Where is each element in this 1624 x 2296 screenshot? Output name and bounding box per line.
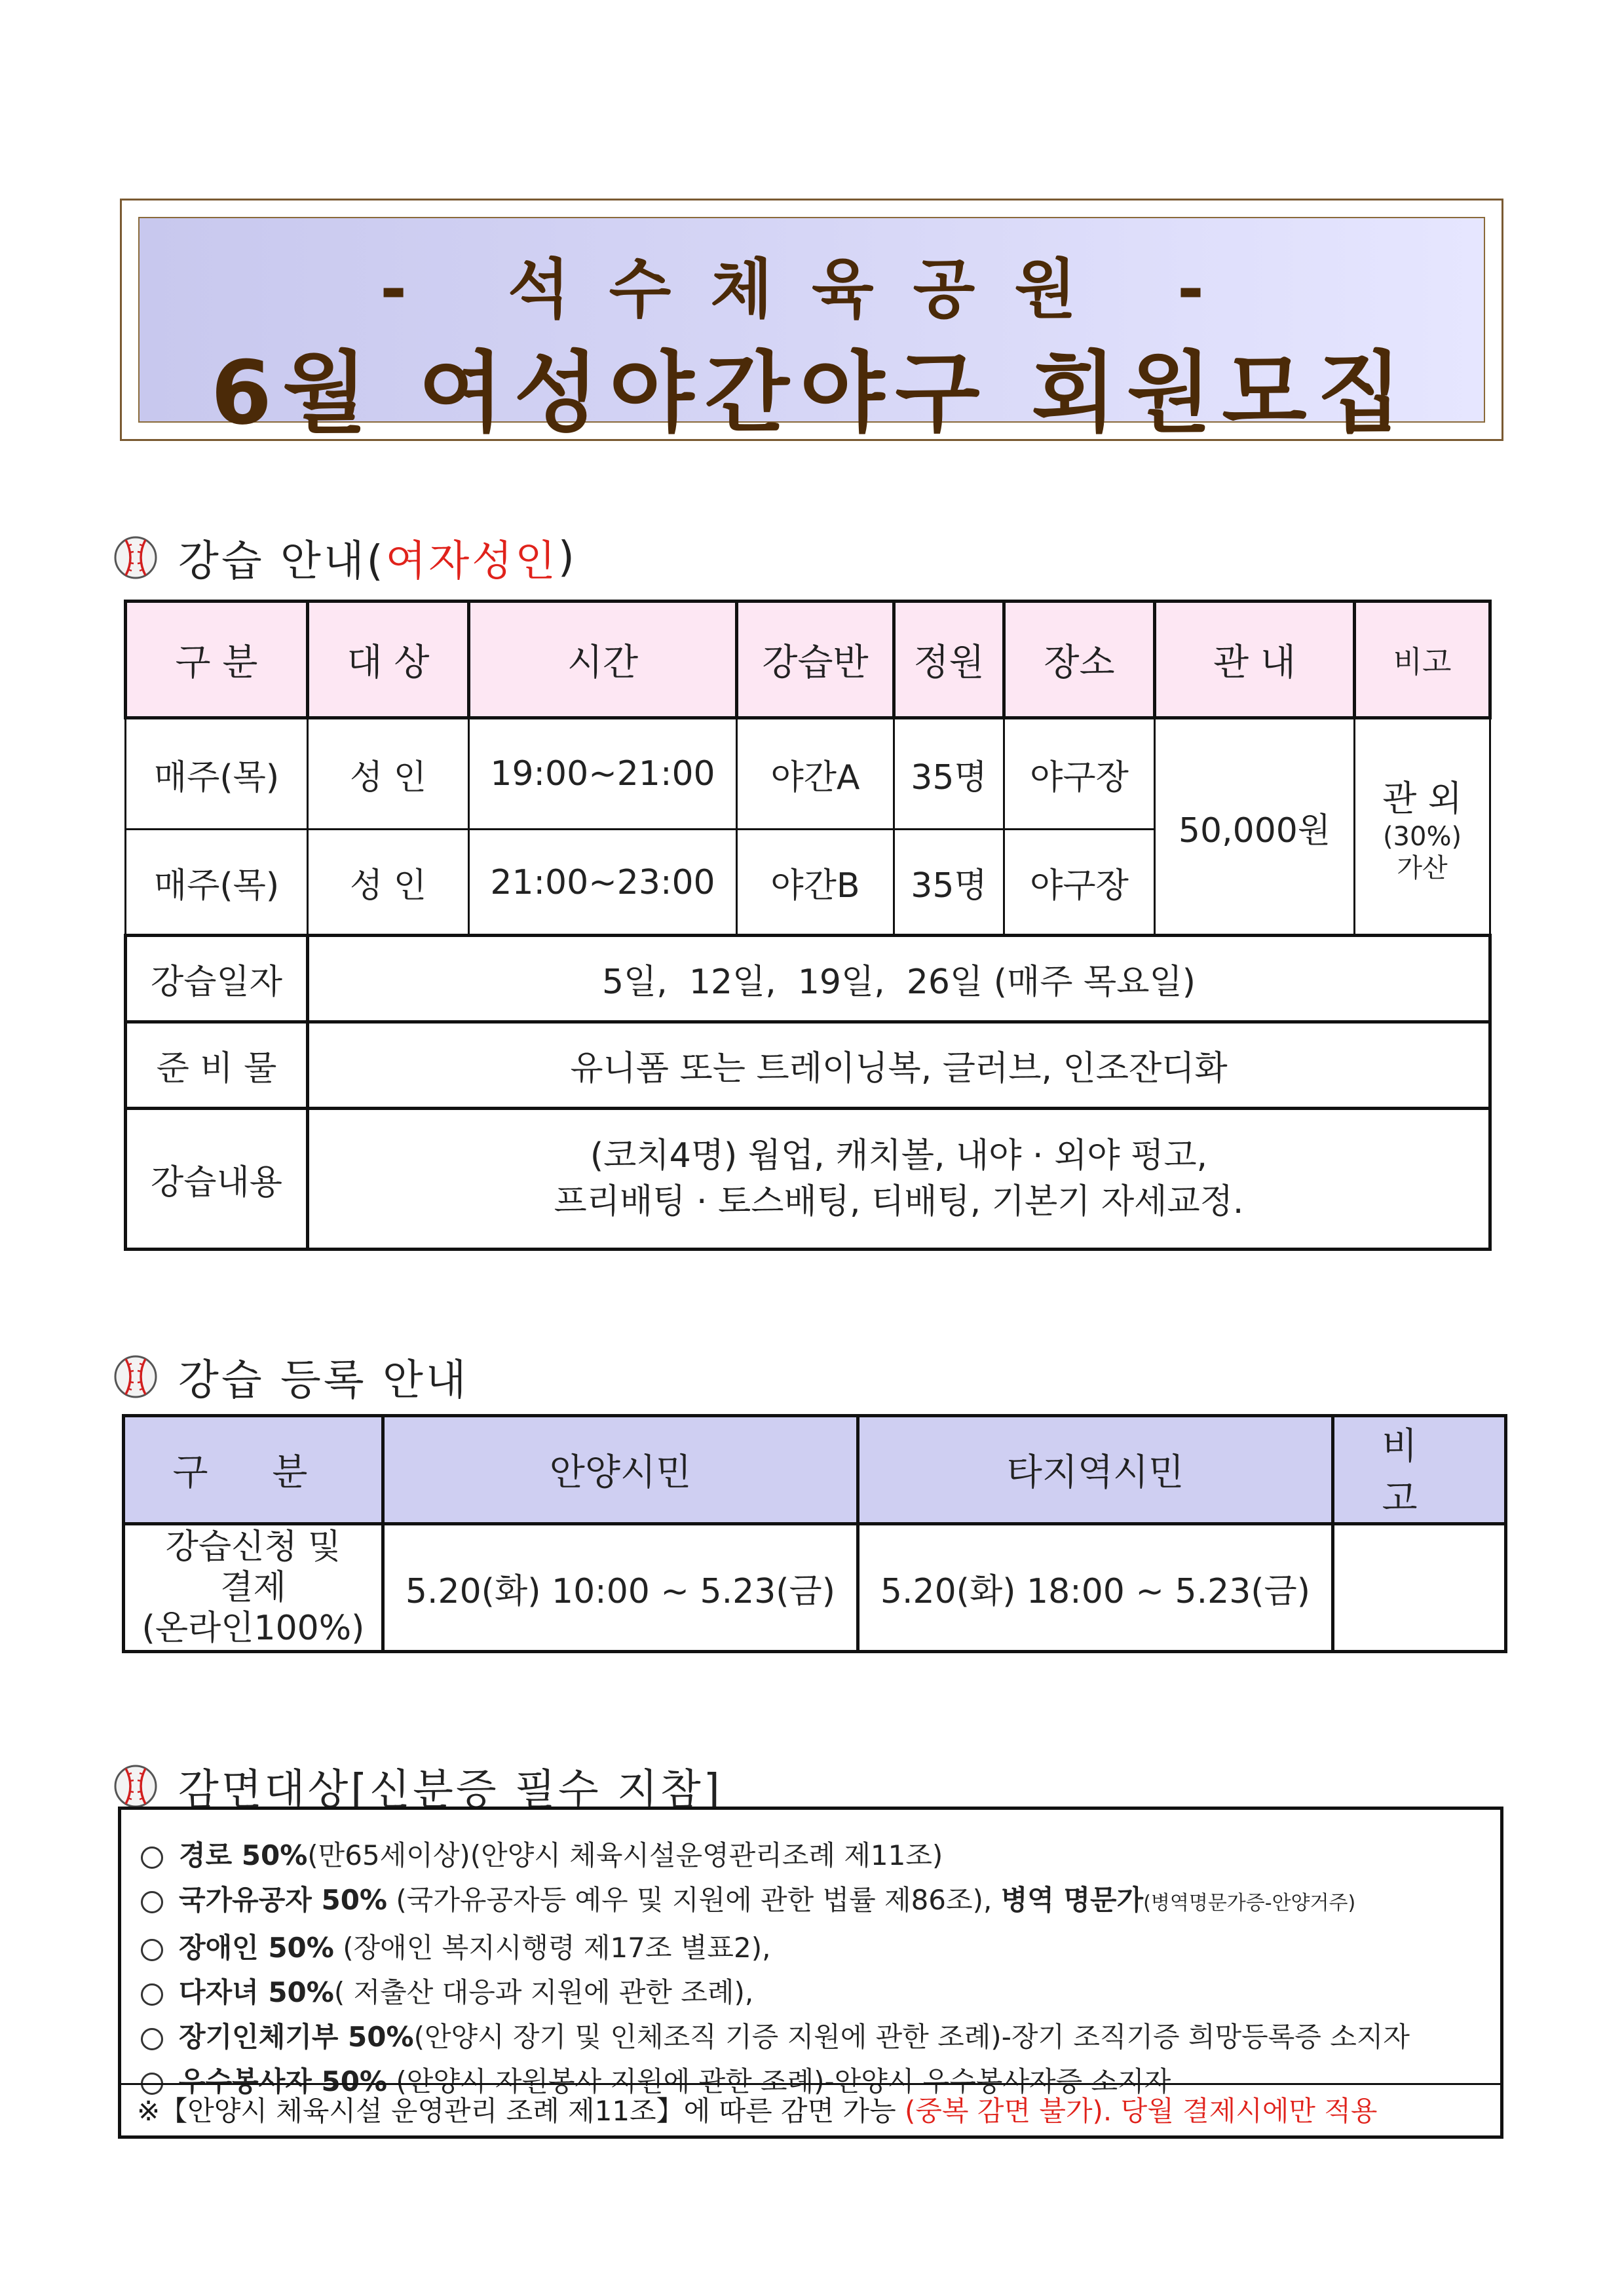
col-category: 구 분 <box>124 1416 383 1524</box>
baseball-icon <box>113 1763 159 1809</box>
heading-suffix: ) <box>557 533 577 582</box>
cell-place: 야구장 <box>1004 830 1155 936</box>
list-item <box>141 1926 1487 1970</box>
apply-label-line2: 결제 <box>220 1568 286 1607</box>
discount-type: 국가유공자 50% <box>179 1884 388 1916</box>
content-line1: (코치4명) 웜업, 캐치볼, 내야 · 외야 펑고, <box>590 1136 1208 1176</box>
table-row <box>126 1109 1490 1250</box>
cell-nonresident-note <box>1355 718 1490 936</box>
col-category: 구 분 <box>126 602 308 718</box>
discount-type: 장애인 50% <box>179 1932 334 1964</box>
note-line3: 가산 <box>1397 852 1448 883</box>
discount-detail: (만65세이상)(안양시 체육시설운영관리조례 제11조) <box>307 1839 943 1871</box>
discount-type: 장기인체기부 50% <box>179 2021 414 2053</box>
table-row <box>126 1022 1490 1109</box>
discount-type: 경로 50% <box>179 1839 308 1871</box>
cell-time: 21:00~23:00 <box>469 830 737 936</box>
discount-detail: (국가유공자등 예우 및 지원에 관한 법률 제86조), <box>387 1884 1001 1916</box>
cell-capacity: 35명 <box>894 830 1004 936</box>
discount-type-secondary: 병역 명문가 <box>1000 1884 1144 1916</box>
prep-label: 준 비 물 <box>126 1022 308 1109</box>
section-registration-heading <box>113 1347 469 1407</box>
cell-fee: 50,000원 <box>1155 718 1355 936</box>
cell-day: 매주(목) <box>126 830 308 936</box>
heading-prefix: 강습 안내( <box>178 537 386 586</box>
note-line2: (30%) <box>1382 821 1462 852</box>
section-lesson-info-heading <box>113 527 577 588</box>
cell-time: 19:00~21:00 <box>469 718 737 830</box>
list-item <box>141 1970 1487 2015</box>
footnote-text: ※【안양시 체육시설 운영관리 조례 제11조】에 따른 감면 가능 <box>137 2095 905 2127</box>
discount-detail: ( 저출산 대응과 지원에 관한 조례), <box>333 1976 754 2008</box>
discount-type: 우수봉사자 50% <box>179 2065 388 2097</box>
list-item <box>141 1878 1487 1926</box>
circle-bullet-icon <box>141 1891 163 1913</box>
cell-class: 야간A <box>737 718 894 830</box>
heading-text: 감면대상[신분증 필수 지참] <box>178 1766 723 1814</box>
content-line2: 프리배팅 · 토스배팅, 티배팅, 기본기 자세교정. <box>554 1182 1244 1221</box>
title-main: 6월 여성야간야구 회원모집 <box>210 342 1413 444</box>
cell-target: 성 인 <box>308 830 469 936</box>
table-row <box>126 718 1490 830</box>
discount-footnote <box>121 2083 1500 2135</box>
circle-bullet-icon <box>141 1939 163 1961</box>
col-resident-fee: 관 내 <box>1155 602 1355 718</box>
other-period: 5.20(화) 18:00 ~ 5.23(금) <box>858 1524 1333 1652</box>
title-banner-inner <box>138 217 1485 444</box>
col-time: 시간 <box>469 602 737 718</box>
anyang-period: 5.20(화) 10:00 ~ 5.23(금) <box>383 1524 858 1652</box>
circle-bullet-icon <box>141 1983 163 2006</box>
discount-type: 다자녀 50% <box>179 1976 334 2008</box>
note-line1: 관 외 <box>1382 777 1462 819</box>
discount-detail: (안양시 자원봉사 지원에 관한 조례)-안양시 우수봉사자증 소지자 <box>387 2065 1171 2097</box>
footnote-warning: (중복 감면 불가). 당월 결제시에만 적용 <box>905 2095 1378 2127</box>
cell-day: 매주(목) <box>126 718 308 830</box>
circle-bullet-icon <box>141 1846 163 1869</box>
title-facility: - 석수체육공원 - <box>380 252 1243 327</box>
dates-value: 5일, 12일, 19일, 26일 (매주 목요일) <box>308 936 1490 1022</box>
list-item <box>141 2015 1487 2059</box>
col-note: 비고 <box>1355 602 1490 718</box>
title-banner <box>120 199 1503 444</box>
col-other-region: 타지역시민 <box>858 1416 1333 1524</box>
apply-label <box>124 1524 383 1652</box>
discount-detail-small: (병역명문가증-안양거주) <box>1143 1892 1356 1915</box>
cell-place: 야구장 <box>1004 718 1155 830</box>
baseball-icon <box>113 1354 159 1400</box>
col-target: 대 상 <box>308 602 469 718</box>
discount-detail: (장애인 복지시행령 제17조 별표2), <box>333 1932 771 1964</box>
discount-list <box>141 1833 1487 2104</box>
content-label: 강습내용 <box>126 1109 308 1250</box>
discount-detail: (안양시 장기 및 인체조직 기증 지원에 관한 조례)-장기 조직기증 희망등록증 소지자 <box>413 2021 1410 2053</box>
col-place: 장소 <box>1004 602 1155 718</box>
registration-table <box>122 1414 1507 1653</box>
col-class: 강습반 <box>737 602 894 718</box>
heading-highlight: 여자성인 <box>385 537 558 586</box>
prep-value: 유니폼 또는 트레이닝복, 글러브, 인조잔디화 <box>308 1022 1490 1109</box>
discount-box <box>118 1807 1503 2139</box>
cell-capacity: 35명 <box>894 718 1004 830</box>
dates-label: 강습일자 <box>126 936 308 1022</box>
apply-label-line3: (온라인100%) <box>142 1609 365 1648</box>
baseball-icon <box>113 535 159 581</box>
cell-target: 성 인 <box>308 718 469 830</box>
circle-bullet-icon <box>141 2028 163 2050</box>
list-item <box>141 1833 1487 1878</box>
col-capacity: 정원 <box>894 602 1004 718</box>
col-note: 비 고 <box>1333 1416 1506 1524</box>
content-value <box>308 1109 1490 1250</box>
cell-class: 야간B <box>737 830 894 936</box>
heading-text: 강습 등록 안내 <box>178 1356 469 1405</box>
table-row <box>126 936 1490 1022</box>
lesson-detail-table <box>124 934 1492 1251</box>
table-row <box>124 1524 1506 1652</box>
registration-header-row <box>124 1416 1506 1524</box>
lesson-header-row <box>126 602 1490 718</box>
lesson-info-table <box>124 600 1492 936</box>
apply-label-line1: 강습신청 및 <box>165 1527 341 1567</box>
col-anyang-citizen: 안양시민 <box>383 1416 858 1524</box>
registration-note <box>1333 1524 1506 1652</box>
